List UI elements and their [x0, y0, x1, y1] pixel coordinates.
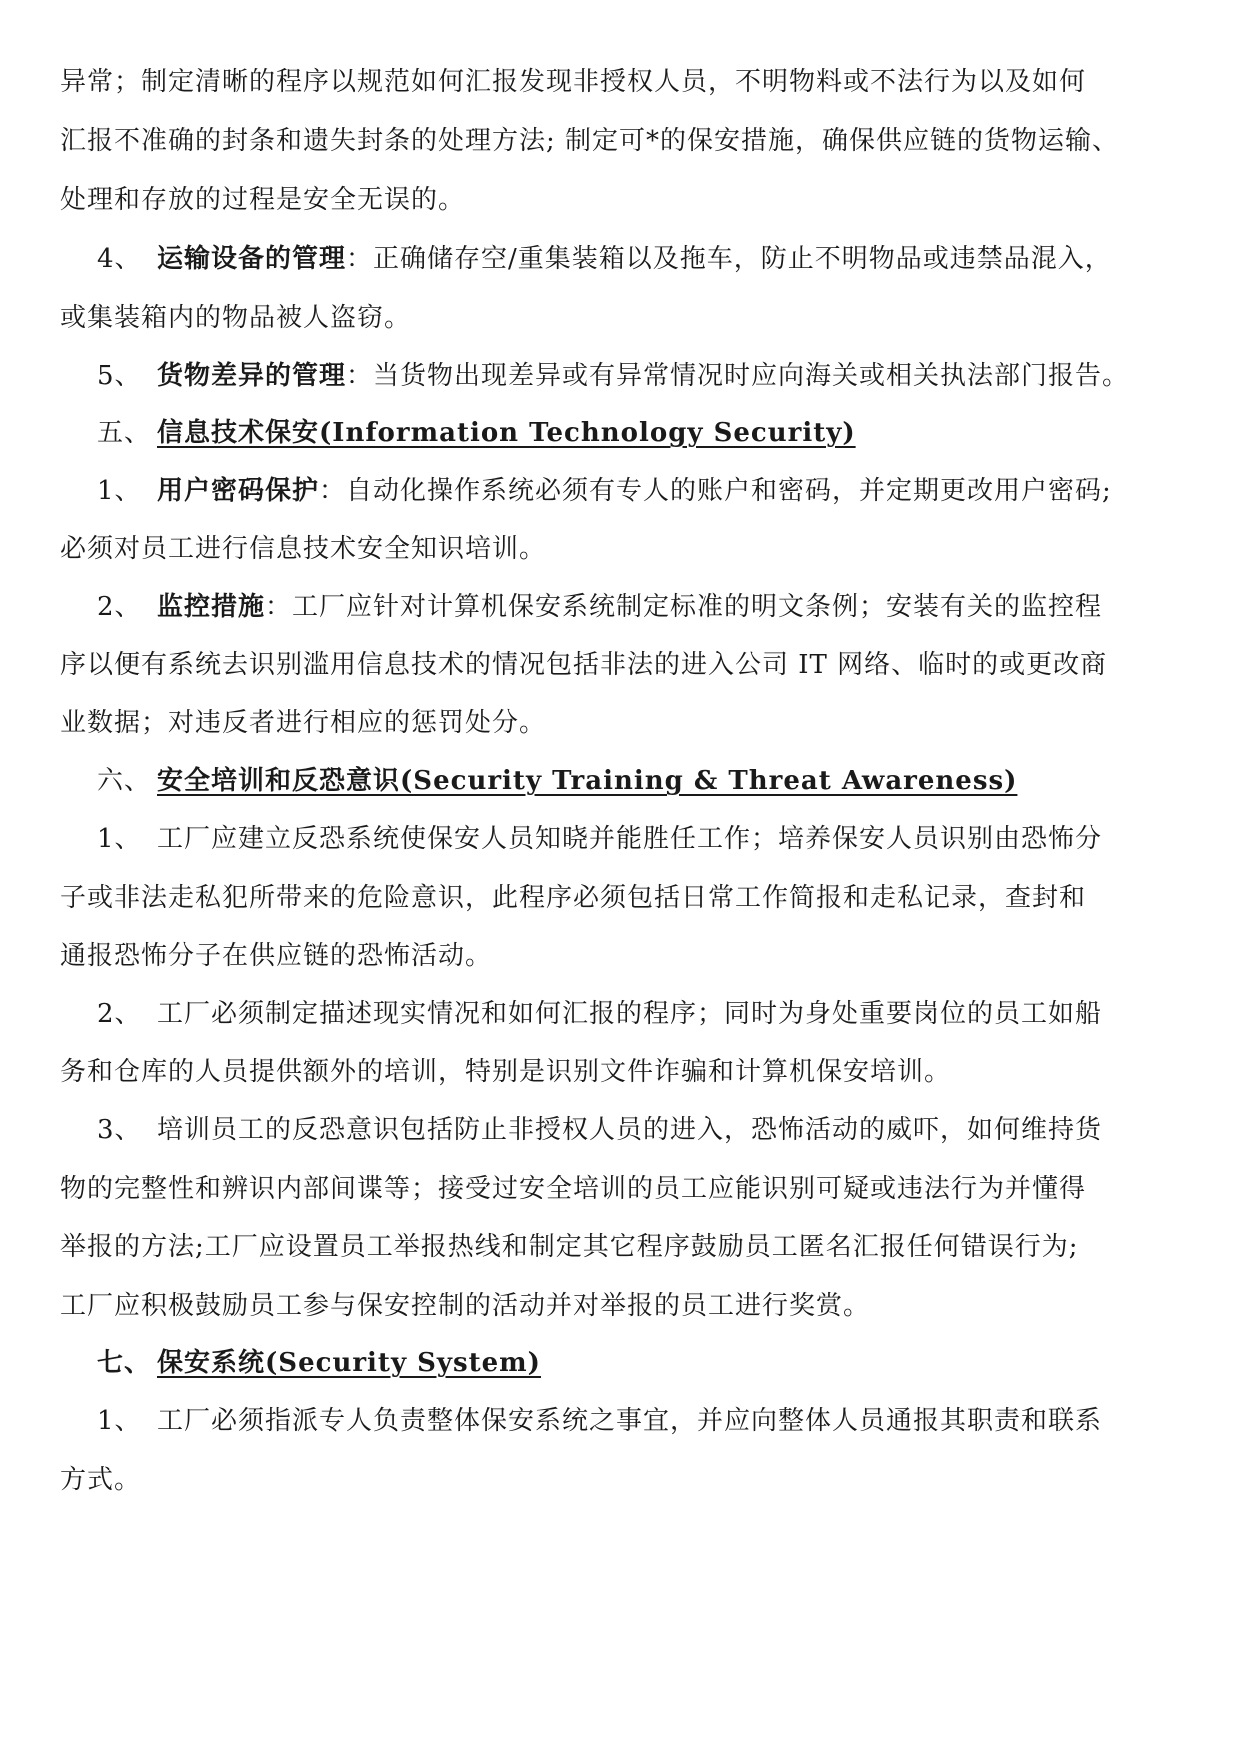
item-number: 3、: [97, 1115, 142, 1145]
paragraph-line: 或集装箱内的物品被人盗窃。: [60, 303, 412, 333]
paragraph-line: 工厂应积极鼓励员工参与保安控制的活动并对举报的员工进行奖赏。: [60, 1291, 871, 1321]
item-text: ：工厂应针对计算机保安系统制定标准的明文条例；安装有关的监控程: [265, 592, 1103, 622]
item-title: 监控措施: [157, 592, 266, 622]
section-number: 七、: [97, 1348, 152, 1378]
paragraph-line: 异常；制定清晰的程序以规范如何汇报发现非授权人员，不明物料或不法行为以及如何: [60, 67, 1087, 97]
section-title: 保安系统(Security System): [157, 1348, 541, 1378]
section-heading-7: [97, 1343, 1190, 1383]
item-text: ：自动化操作系统必须有专人的账户和密码，并定期更改用户密码;: [319, 476, 1112, 506]
item-number: 1、: [97, 1406, 142, 1436]
item-number: 1、: [97, 476, 142, 506]
section-title: 信息技术保安(Information Technology Security): [157, 418, 856, 448]
paragraph-line: 处理和存放的过程是安全无误的。: [60, 185, 466, 215]
paragraph-line: 物的完整性和辨识内部间谍等；接受过安全培训的员工应能识别可疑或违法行为并懂得: [60, 1174, 1087, 1204]
list-item-3: [97, 1110, 1190, 1150]
paragraph-line: 举报的方法;工厂应设置员工举报热线和制定其它程序鼓励员工匿名汇报任何错误行为;: [60, 1232, 1079, 1262]
paragraph-line: 务和仓库的人员提供额外的培训，特别是识别文件诈骗和计算机保安培训。: [60, 1057, 952, 1087]
item-title: 运输设备的管理: [157, 244, 347, 274]
item-title: 用户密码保护: [157, 476, 320, 506]
item-text: 培训员工的反恐意识包括防止非授权人员的进入，恐怖活动的威吓，如何维持货: [157, 1115, 1103, 1145]
item-text: ：当货物出现差异或有异常情况时应向海关或相关执法部门报告。: [346, 361, 1130, 391]
section-number: 六、: [97, 766, 152, 796]
list-item-5: [97, 356, 1190, 396]
paragraph-line: 子或非法走私犯所带来的危险意识，此程序必须包括日常工作简报和走私记录，查封和: [60, 883, 1087, 913]
item-number: 2、: [97, 999, 142, 1029]
item-number: 2、: [97, 592, 142, 622]
paragraph-line: 通报恐怖分子在供应链的恐怖活动。: [60, 941, 493, 971]
list-item-1: [97, 471, 1190, 511]
section-heading-5: [97, 413, 1190, 453]
list-item-2: [97, 994, 1190, 1034]
item-number: 1、: [97, 824, 142, 854]
item-title: 货物差异的管理: [157, 361, 347, 391]
item-number: 5、: [97, 361, 142, 391]
list-item-1: [97, 819, 1190, 859]
list-item-1: [97, 1401, 1190, 1441]
paragraph-line: 序以便有系统去识别滥用信息技术的情况包括非法的进入公司 IT 网络、临时的或更改商: [60, 650, 1108, 680]
item-text: ：正确储存空/重集装箱以及拖车，防止不明物品或违禁品混入，: [346, 244, 1112, 274]
item-text: 工厂应建立反恐系统使保安人员知晓并能胜任工作；培养保安人员识别由恐怖分: [157, 824, 1103, 854]
section-heading-6: [97, 761, 1190, 801]
paragraph-line: 必须对员工进行信息技术安全知识培训。: [60, 534, 547, 564]
list-item-4: [97, 239, 1190, 279]
paragraph-line: 方式。: [60, 1465, 142, 1495]
item-number: 4、: [97, 244, 142, 274]
list-item-2: [97, 587, 1190, 627]
item-text: 工厂必须指派专人负责整体保安系统之事宜，并应向整体人员通报其职责和联系: [157, 1406, 1103, 1436]
section-number: 五、: [97, 418, 152, 448]
paragraph-line: 汇报不准确的封条和遗失封条的处理方法; 制定可*的保安措施，确保供应链的货物运输、: [60, 126, 1120, 156]
section-title: 安全培训和反恐意识(Security Training & Threat Awareness): [157, 766, 1018, 796]
item-text: 工厂必须制定描述现实情况和如何汇报的程序；同时为身处重要岗位的员工如船: [157, 999, 1103, 1029]
paragraph-line: 业数据；对违反者进行相应的惩罚处分。: [60, 708, 547, 738]
